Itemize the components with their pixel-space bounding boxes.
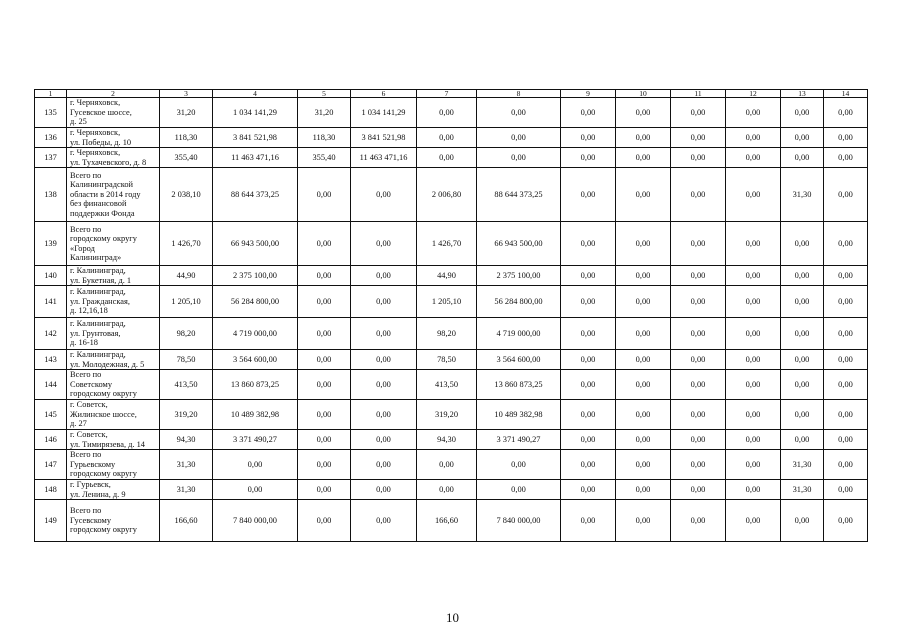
- value-cell: 0,00: [417, 450, 477, 480]
- value-cell: 0,00: [561, 148, 616, 168]
- value-cell: 0,00: [616, 350, 671, 370]
- value-cell: 0,00: [298, 450, 351, 480]
- value-cell: 0,00: [781, 98, 824, 128]
- value-cell: 0,00: [726, 350, 781, 370]
- row-number-cell: 143: [35, 350, 67, 370]
- value-cell: 11 463 471,16: [351, 148, 417, 168]
- table-row: [35, 148, 868, 168]
- column-header: 4: [213, 90, 298, 98]
- row-number-cell: 140: [35, 266, 67, 286]
- value-cell: 0,00: [616, 148, 671, 168]
- value-cell: 11 463 471,16: [213, 148, 298, 168]
- value-cell: 0,00: [616, 480, 671, 500]
- value-cell: 0,00: [351, 450, 417, 480]
- value-cell: 0,00: [781, 148, 824, 168]
- value-cell: 0,00: [616, 266, 671, 286]
- address-cell: [67, 400, 160, 430]
- address-line: ул. Молодежная, д. 5: [70, 359, 145, 369]
- table-row: [35, 370, 868, 400]
- value-cell: 94,30: [417, 430, 477, 450]
- value-cell: 3 371 490,27: [477, 430, 561, 450]
- value-cell: 0,00: [824, 500, 868, 542]
- value-cell: 0,00: [824, 266, 868, 286]
- value-cell: 10 489 382,98: [213, 400, 298, 430]
- value-cell: 0,00: [781, 222, 824, 266]
- value-cell: 0,00: [417, 98, 477, 128]
- address-cell: [67, 148, 160, 168]
- value-cell: 0,00: [671, 222, 726, 266]
- value-cell: 0,00: [351, 318, 417, 350]
- value-cell: 0,00: [561, 222, 616, 266]
- value-cell: 0,00: [824, 400, 868, 430]
- value-cell: 0,00: [671, 266, 726, 286]
- value-cell: 0,00: [824, 148, 868, 168]
- address-line: ул. Тухачевского, д. 8: [70, 157, 147, 167]
- column-header: 8: [477, 90, 561, 98]
- address-line: городскому округу: [70, 525, 137, 535]
- value-cell: 0,00: [616, 430, 671, 450]
- value-cell: 0,00: [671, 286, 726, 318]
- address-cell: [67, 266, 160, 286]
- value-cell: 0,00: [726, 98, 781, 128]
- row-number-cell: 144: [35, 370, 67, 400]
- value-cell: 0,00: [671, 128, 726, 148]
- value-cell: 0,00: [616, 98, 671, 128]
- column-header: 6: [351, 90, 417, 98]
- column-header: 1: [35, 90, 67, 98]
- address-line: г. Советск,: [70, 430, 108, 440]
- value-cell: 0,00: [561, 98, 616, 128]
- value-cell: 0,00: [351, 350, 417, 370]
- value-cell: 0,00: [726, 286, 781, 318]
- value-cell: 0,00: [671, 98, 726, 128]
- column-header: 13: [781, 90, 824, 98]
- value-cell: 0,00: [417, 148, 477, 168]
- row-number-cell: 147: [35, 450, 67, 480]
- value-cell: 0,00: [824, 370, 868, 400]
- value-cell: 118,30: [160, 128, 213, 148]
- address-line: д. 27: [70, 419, 87, 429]
- value-cell: 56 284 800,00: [477, 286, 561, 318]
- value-cell: 0,00: [561, 500, 616, 542]
- table-row: [35, 168, 868, 222]
- value-cell: 0,00: [616, 128, 671, 148]
- value-cell: 0,00: [213, 450, 298, 480]
- value-cell: 0,00: [671, 318, 726, 350]
- address-line: д. 25: [70, 117, 87, 127]
- value-cell: 0,00: [781, 128, 824, 148]
- value-cell: 0,00: [616, 318, 671, 350]
- table-row: [35, 500, 868, 542]
- address-cell: [67, 430, 160, 450]
- value-cell: 31,30: [781, 450, 824, 480]
- address-line: «Город: [70, 243, 95, 253]
- value-cell: 1 205,10: [160, 286, 213, 318]
- address-line: ул. Тимирязева, д. 14: [70, 439, 145, 449]
- address-line: д. 12,16,18: [70, 306, 108, 316]
- value-cell: 0,00: [477, 480, 561, 500]
- value-cell: 0,00: [726, 500, 781, 542]
- value-cell: 0,00: [616, 450, 671, 480]
- value-cell: 0,00: [726, 128, 781, 148]
- table-row: [35, 266, 868, 286]
- value-cell: 355,40: [298, 148, 351, 168]
- address-line: городскому округу: [70, 234, 137, 244]
- row-number-cell: 142: [35, 318, 67, 350]
- value-cell: 319,20: [417, 400, 477, 430]
- row-number-cell: 138: [35, 168, 67, 222]
- value-cell: 0,00: [824, 430, 868, 450]
- value-cell: 0,00: [824, 286, 868, 318]
- value-cell: 0,00: [351, 266, 417, 286]
- address-line: г. Калининград,: [70, 319, 126, 329]
- value-cell: 31,30: [160, 480, 213, 500]
- value-cell: 0,00: [561, 350, 616, 370]
- address-line: д. 16-18: [70, 338, 98, 348]
- value-cell: 3 841 521,98: [213, 128, 298, 148]
- value-cell: 0,00: [824, 222, 868, 266]
- value-cell: 166,60: [160, 500, 213, 542]
- table-row: [35, 400, 868, 430]
- address-line: городскому округу: [70, 389, 137, 399]
- row-number-cell: 146: [35, 430, 67, 450]
- value-cell: 0,00: [561, 128, 616, 148]
- value-cell: 2 006,80: [417, 168, 477, 222]
- address-cell: [67, 480, 160, 500]
- value-cell: 0,00: [561, 168, 616, 222]
- page-number: 10: [446, 610, 459, 625]
- address-line: ул. Гражданская,: [70, 296, 130, 306]
- value-cell: 0,00: [351, 286, 417, 318]
- value-cell: 0,00: [824, 168, 868, 222]
- address-cell: [67, 128, 160, 148]
- value-cell: 0,00: [781, 350, 824, 370]
- value-cell: 0,00: [726, 148, 781, 168]
- address-line: Всего по: [70, 450, 102, 460]
- address-line: Калининградской: [70, 180, 134, 190]
- value-cell: 0,00: [781, 400, 824, 430]
- value-cell: 0,00: [616, 286, 671, 318]
- value-cell: 0,00: [726, 318, 781, 350]
- column-header: 12: [726, 90, 781, 98]
- value-cell: 0,00: [351, 370, 417, 400]
- value-cell: 0,00: [561, 430, 616, 450]
- value-cell: 31,30: [781, 168, 824, 222]
- value-cell: 0,00: [298, 430, 351, 450]
- address-cell: [67, 350, 160, 370]
- address-line: ул. Ленина, д. 9: [70, 489, 126, 499]
- value-cell: 0,00: [824, 350, 868, 370]
- table-row: [35, 450, 868, 480]
- address-line: г. Калининград,: [70, 287, 126, 297]
- address-line: ул. Букетная, д. 1: [70, 275, 132, 285]
- value-cell: 4 719 000,00: [213, 318, 298, 350]
- value-cell: 31,20: [298, 98, 351, 128]
- column-header: 3: [160, 90, 213, 98]
- table-row: [35, 128, 868, 148]
- value-cell: 0,00: [671, 480, 726, 500]
- value-cell: 0,00: [351, 168, 417, 222]
- table-body: [35, 98, 868, 542]
- address-cell: [67, 286, 160, 318]
- value-cell: 0,00: [298, 370, 351, 400]
- address-line: г. Черняховск,: [70, 148, 121, 158]
- address-cell: [67, 98, 160, 128]
- column-number-header: [35, 90, 868, 98]
- value-cell: 7 840 000,00: [213, 500, 298, 542]
- value-cell: 0,00: [351, 500, 417, 542]
- column-header: 14: [824, 90, 868, 98]
- value-cell: 3 841 521,98: [351, 128, 417, 148]
- value-cell: 0,00: [671, 430, 726, 450]
- value-cell: 1 034 141,29: [351, 98, 417, 128]
- value-cell: 98,20: [160, 318, 213, 350]
- table-row: [35, 286, 868, 318]
- value-cell: 0,00: [671, 350, 726, 370]
- value-cell: 319,20: [160, 400, 213, 430]
- value-cell: 0,00: [477, 450, 561, 480]
- address-line: ул. Победы, д. 10: [70, 137, 132, 147]
- row-number-cell: 145: [35, 400, 67, 430]
- value-cell: 0,00: [561, 286, 616, 318]
- value-cell: 13 860 873,25: [477, 370, 561, 400]
- address-line: ул. Грунтовая,: [70, 328, 121, 338]
- value-cell: 0,00: [298, 400, 351, 430]
- address-line: Всего по: [70, 506, 102, 516]
- value-cell: 31,20: [160, 98, 213, 128]
- value-cell: 88 644 373,25: [213, 168, 298, 222]
- address-line: Всего по: [70, 370, 102, 380]
- value-cell: 0,00: [616, 222, 671, 266]
- value-cell: 78,50: [417, 350, 477, 370]
- column-header: 11: [671, 90, 726, 98]
- table-row: [35, 98, 868, 128]
- address-line: г. Калининград,: [70, 350, 126, 360]
- value-cell: 0,00: [671, 148, 726, 168]
- value-cell: 0,00: [726, 480, 781, 500]
- table-row: [35, 350, 868, 370]
- value-cell: 0,00: [781, 318, 824, 350]
- address-line: г. Калининград,: [70, 266, 126, 276]
- address-line: г. Черняховск,: [70, 128, 121, 138]
- address-line: г. Черняховск,: [70, 98, 121, 108]
- value-cell: 0,00: [351, 430, 417, 450]
- row-number-cell: 136: [35, 128, 67, 148]
- value-cell: 1 205,10: [417, 286, 477, 318]
- column-header: 9: [561, 90, 616, 98]
- value-cell: 1 034 141,29: [213, 98, 298, 128]
- address-cell: [67, 222, 160, 266]
- value-cell: 0,00: [477, 148, 561, 168]
- address-cell: [67, 318, 160, 350]
- address-cell: [67, 168, 160, 222]
- value-cell: 0,00: [616, 400, 671, 430]
- value-cell: 0,00: [671, 450, 726, 480]
- value-cell: 56 284 800,00: [213, 286, 298, 318]
- table-row: [35, 222, 868, 266]
- value-cell: 0,00: [417, 128, 477, 148]
- value-cell: 88 644 373,25: [477, 168, 561, 222]
- value-cell: 0,00: [298, 480, 351, 500]
- value-cell: 1 426,70: [417, 222, 477, 266]
- value-cell: 0,00: [561, 400, 616, 430]
- value-cell: 0,00: [298, 500, 351, 542]
- value-cell: 2 375 100,00: [477, 266, 561, 286]
- value-cell: 0,00: [298, 286, 351, 318]
- table-row: [35, 318, 868, 350]
- value-cell: 413,50: [417, 370, 477, 400]
- value-cell: 0,00: [726, 400, 781, 430]
- value-cell: 7 840 000,00: [477, 500, 561, 542]
- value-cell: 0,00: [726, 266, 781, 286]
- value-cell: 0,00: [824, 318, 868, 350]
- value-cell: 0,00: [726, 168, 781, 222]
- column-header: 10: [616, 90, 671, 98]
- value-cell: 0,00: [781, 266, 824, 286]
- value-cell: 0,00: [781, 500, 824, 542]
- table-row: [35, 480, 868, 500]
- value-cell: 0,00: [671, 400, 726, 430]
- value-cell: 0,00: [561, 370, 616, 400]
- value-cell: 0,00: [417, 480, 477, 500]
- value-cell: 44,90: [160, 266, 213, 286]
- value-cell: 2 038,10: [160, 168, 213, 222]
- value-cell: 0,00: [561, 266, 616, 286]
- address-line: Всего по: [70, 224, 102, 234]
- value-cell: 10 489 382,98: [477, 400, 561, 430]
- value-cell: 0,00: [561, 318, 616, 350]
- address-cell: [67, 450, 160, 480]
- row-number-cell: 148: [35, 480, 67, 500]
- row-number-cell: 149: [35, 500, 67, 542]
- address-line: поддержки Фонда: [70, 208, 135, 218]
- value-cell: 0,00: [726, 430, 781, 450]
- value-cell: 0,00: [824, 98, 868, 128]
- address-line: Гусевскому: [70, 515, 112, 525]
- value-cell: 0,00: [298, 222, 351, 266]
- address-line: области в 2014 году: [70, 189, 141, 199]
- value-cell: 0,00: [671, 500, 726, 542]
- column-header: 2: [67, 90, 160, 98]
- value-cell: 13 860 873,25: [213, 370, 298, 400]
- value-cell: 4 719 000,00: [477, 318, 561, 350]
- value-cell: 0,00: [477, 128, 561, 148]
- value-cell: 66 943 500,00: [213, 222, 298, 266]
- value-cell: 0,00: [781, 370, 824, 400]
- value-cell: 98,20: [417, 318, 477, 350]
- address-line: Советскому: [70, 379, 113, 389]
- value-cell: 0,00: [616, 168, 671, 222]
- value-cell: 0,00: [298, 168, 351, 222]
- value-cell: 0,00: [351, 400, 417, 430]
- value-cell: 0,00: [781, 430, 824, 450]
- value-cell: 0,00: [561, 450, 616, 480]
- value-cell: 0,00: [671, 370, 726, 400]
- value-cell: 0,00: [824, 480, 868, 500]
- row-number-cell: 135: [35, 98, 67, 128]
- value-cell: 0,00: [616, 370, 671, 400]
- value-cell: 78,50: [160, 350, 213, 370]
- housing-program-table: [34, 89, 868, 542]
- value-cell: 1 426,70: [160, 222, 213, 266]
- address-line: без финансовой: [70, 199, 127, 209]
- value-cell: 413,50: [160, 370, 213, 400]
- row-number-cell: 137: [35, 148, 67, 168]
- table-row: [35, 430, 868, 450]
- column-header: 5: [298, 90, 351, 98]
- address-line: Калининград»: [70, 252, 122, 262]
- row-number-cell: 141: [35, 286, 67, 318]
- value-cell: 0,00: [671, 168, 726, 222]
- value-cell: 0,00: [298, 350, 351, 370]
- value-cell: 0,00: [616, 500, 671, 542]
- value-cell: 0,00: [298, 318, 351, 350]
- value-cell: 0,00: [726, 222, 781, 266]
- value-cell: 0,00: [477, 98, 561, 128]
- value-cell: 2 375 100,00: [213, 266, 298, 286]
- address-line: г. Советск,: [70, 400, 108, 410]
- value-cell: 118,30: [298, 128, 351, 148]
- address-line: Жилинское шоссе,: [70, 409, 137, 419]
- value-cell: 0,00: [824, 128, 868, 148]
- value-cell: 0,00: [781, 286, 824, 318]
- value-cell: 0,00: [351, 480, 417, 500]
- value-cell: 31,30: [160, 450, 213, 480]
- column-header: 7: [417, 90, 477, 98]
- value-cell: 3 564 600,00: [213, 350, 298, 370]
- address-line: Гурьевскому: [70, 459, 116, 469]
- value-cell: 0,00: [561, 480, 616, 500]
- address-cell: [67, 500, 160, 542]
- address-cell: [67, 370, 160, 400]
- row-number-cell: 139: [35, 222, 67, 266]
- value-cell: 0,00: [824, 450, 868, 480]
- value-cell: 166,60: [417, 500, 477, 542]
- value-cell: 0,00: [351, 222, 417, 266]
- address-line: г. Гурьевск,: [70, 480, 111, 490]
- value-cell: 0,00: [213, 480, 298, 500]
- value-cell: 0,00: [298, 266, 351, 286]
- value-cell: 3 564 600,00: [477, 350, 561, 370]
- address-line: городскому округу: [70, 469, 137, 479]
- value-cell: 355,40: [160, 148, 213, 168]
- value-cell: 94,30: [160, 430, 213, 450]
- value-cell: 3 371 490,27: [213, 430, 298, 450]
- value-cell: 0,00: [726, 370, 781, 400]
- address-line: Гусевское шоссе,: [70, 107, 132, 117]
- value-cell: 31,30: [781, 480, 824, 500]
- value-cell: 66 943 500,00: [477, 222, 561, 266]
- value-cell: 44,90: [417, 266, 477, 286]
- value-cell: 0,00: [726, 450, 781, 480]
- address-line: Всего по: [70, 170, 102, 180]
